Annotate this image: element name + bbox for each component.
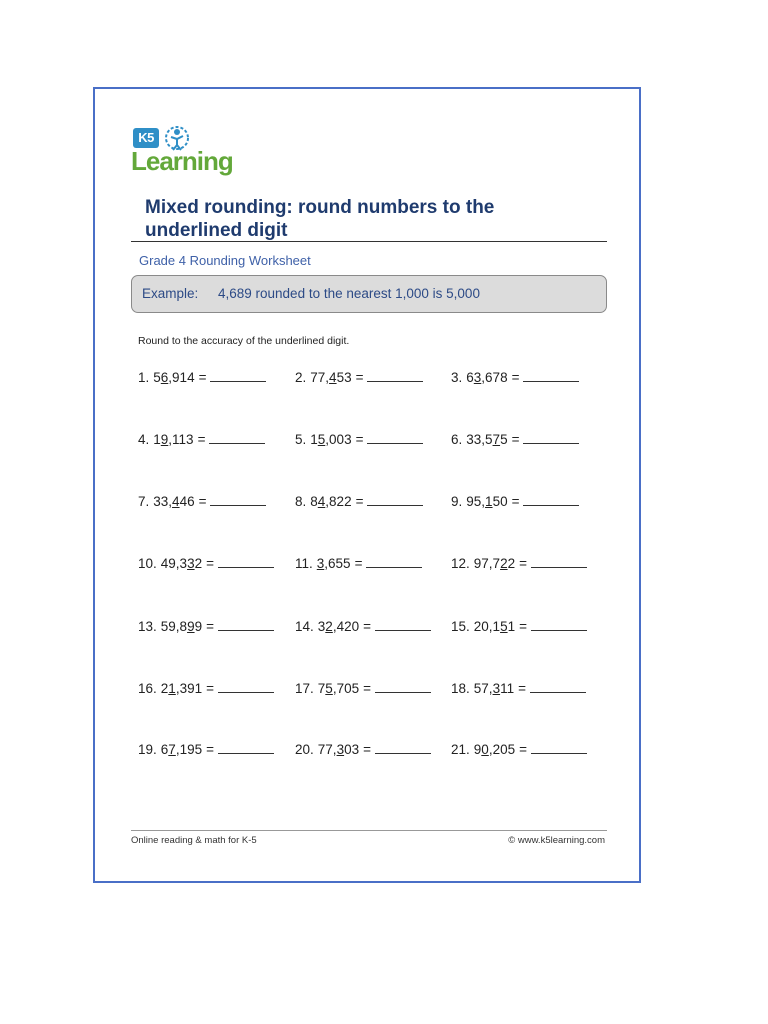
problem-number: 8. [295,494,307,509]
problem-value: 33,446 [153,494,195,509]
problem-value: 63,678 [466,370,508,385]
problem-item [295,740,431,760]
title-divider [131,241,607,242]
problem-value: 3,655 [316,556,351,571]
problem-item [451,740,587,760]
underlined-digit: 3 [187,556,195,571]
answer-blank[interactable] [531,555,587,568]
logo-word: Learning [131,146,233,176]
answer-blank[interactable] [531,618,587,631]
problem-item [138,617,274,637]
problem-value: 57,311 [473,681,515,696]
problem-number: 14. [295,619,314,634]
problem-item [295,679,431,699]
problem-value: 90,205 [473,742,516,757]
underlined-digit: 9 [160,432,169,447]
answer-blank[interactable] [210,493,266,506]
answer-blank[interactable] [366,555,422,568]
underlined-digit: 4 [317,494,326,509]
underlined-digit: 1 [168,681,176,696]
example-label: Example: [142,286,199,301]
problem-number: 6. [451,432,463,447]
underlined-digit: 2 [325,619,333,634]
answer-blank[interactable] [218,618,274,631]
equals-sign: = [511,370,520,385]
underlined-digit: 9 [187,619,195,634]
problem-number: 18. [451,681,470,696]
answer-blank[interactable] [523,369,579,382]
equals-sign: = [206,556,214,571]
underlined-digit: 2 [500,556,508,571]
problem-number: 19. [138,742,157,757]
problem-item [451,368,579,388]
example-box [131,275,607,313]
problem-value: 67,195 [160,742,203,757]
equals-sign: = [206,619,214,634]
answer-blank[interactable] [367,431,423,444]
problem-item [451,679,586,699]
underlined-digit: 3 [492,681,501,696]
problem-number: 13. [138,619,157,634]
equals-sign: = [518,681,526,696]
worksheet-page [93,87,641,883]
problem-number: 2. [295,370,307,385]
underlined-digit: 4 [172,494,180,509]
problem-value: 84,822 [310,494,352,509]
equals-sign: = [511,432,520,447]
problem-item [138,368,266,388]
problem-number: 15. [451,619,470,634]
underlined-digit: 3 [316,556,325,571]
underlined-digit: 1 [485,494,493,509]
equals-sign: = [519,619,527,634]
problem-value: 20,151 [473,619,516,634]
underlined-digit: 7 [168,742,176,757]
problem-item [138,554,274,574]
equals-sign: = [511,494,520,509]
problem-value: 75,705 [317,681,360,696]
underlined-digit: 5 [317,432,326,447]
answer-blank[interactable] [218,680,274,693]
problem-number: 21. [451,742,470,757]
equals-sign: = [519,742,527,757]
equals-sign: = [197,432,206,447]
problem-item [138,740,274,760]
problem-value: 77,303 [317,742,360,757]
footer-left: Online reading & math for K-5 [131,835,257,846]
problem-value: 59,899 [160,619,203,634]
problem-value: 15,003 [310,432,352,447]
equals-sign: = [363,742,371,757]
underlined-digit: 6 [160,370,169,385]
problem-number: 7. [138,494,150,509]
problem-value: 56,914 [153,370,195,385]
answer-blank[interactable] [367,369,423,382]
problem-number: 12. [451,556,470,571]
problem-item [138,492,266,512]
page-title: Mixed rounding: round numbers to the underlined digit [145,197,495,241]
equals-sign: = [355,370,364,385]
problem-item [451,617,587,637]
answer-blank[interactable] [210,369,266,382]
footer-right: © www.k5learning.com [508,835,605,846]
answer-blank[interactable] [375,680,431,693]
problem-number: 9. [451,494,463,509]
equals-sign: = [354,556,363,571]
equals-sign: = [206,681,214,696]
answer-blank[interactable] [375,741,431,754]
problem-number: 10. [138,556,157,571]
underlined-digit: 3 [473,370,482,385]
problem-value: 19,113 [153,432,194,447]
problem-item [451,554,587,574]
example-text: 4,689 rounded to the nearest 1,000 is 5,000 [218,286,480,301]
logo-badge: K5 [133,128,159,148]
problem-item [295,554,422,574]
problem-number: 3. [451,370,463,385]
problem-item [138,679,274,699]
underlined-digit: 0 [481,742,489,757]
answer-blank[interactable] [209,431,265,444]
answer-blank[interactable] [218,741,274,754]
subtitle: Grade 4 Rounding Worksheet [139,253,311,268]
answer-blank[interactable] [367,493,423,506]
problem-value: 32,420 [317,619,360,634]
underlined-digit: 5 [325,681,333,696]
equals-sign: = [363,619,371,634]
underlined-digit: 4 [329,370,337,385]
problem-value: 95,150 [466,494,508,509]
footer-divider [131,830,607,831]
equals-sign: = [198,370,207,385]
problem-item [295,430,423,450]
problem-item [295,492,423,512]
problem-number: 1. [138,370,150,385]
problem-item [451,492,579,512]
problem-value: 21,391 [160,681,203,696]
answer-blank[interactable] [523,431,579,444]
answer-blank[interactable] [218,555,274,568]
problem-item [295,617,431,637]
problem-item [138,430,265,450]
problem-item [295,368,423,388]
problem-number: 4. [138,432,150,447]
equals-sign: = [363,681,371,696]
equals-sign: = [206,742,214,757]
problem-number: 5. [295,432,307,447]
answer-blank[interactable] [530,680,586,693]
underlined-digit: 7 [492,432,501,447]
problem-value: 77,453 [310,370,352,385]
problem-value: 33,575 [466,432,508,447]
answer-blank[interactable] [523,493,579,506]
problem-number: 17. [295,681,314,696]
instructions: Round to the accuracy of the underlined digit. [138,335,350,347]
equals-sign: = [519,556,527,571]
underlined-digit: 3 [336,742,345,757]
answer-blank[interactable] [375,618,431,631]
problem-number: 20. [295,742,314,757]
problem-value: 97,722 [473,556,516,571]
underlined-digit: 5 [500,619,508,634]
equals-sign: = [355,432,364,447]
problem-value: 49,332 [160,556,203,571]
k5-learning-logo [131,124,241,184]
answer-blank[interactable] [531,741,587,754]
problem-number: 11. [295,556,313,571]
problem-item [451,430,579,450]
problem-number: 16. [138,681,157,696]
equals-sign: = [198,494,207,509]
equals-sign: = [355,494,364,509]
